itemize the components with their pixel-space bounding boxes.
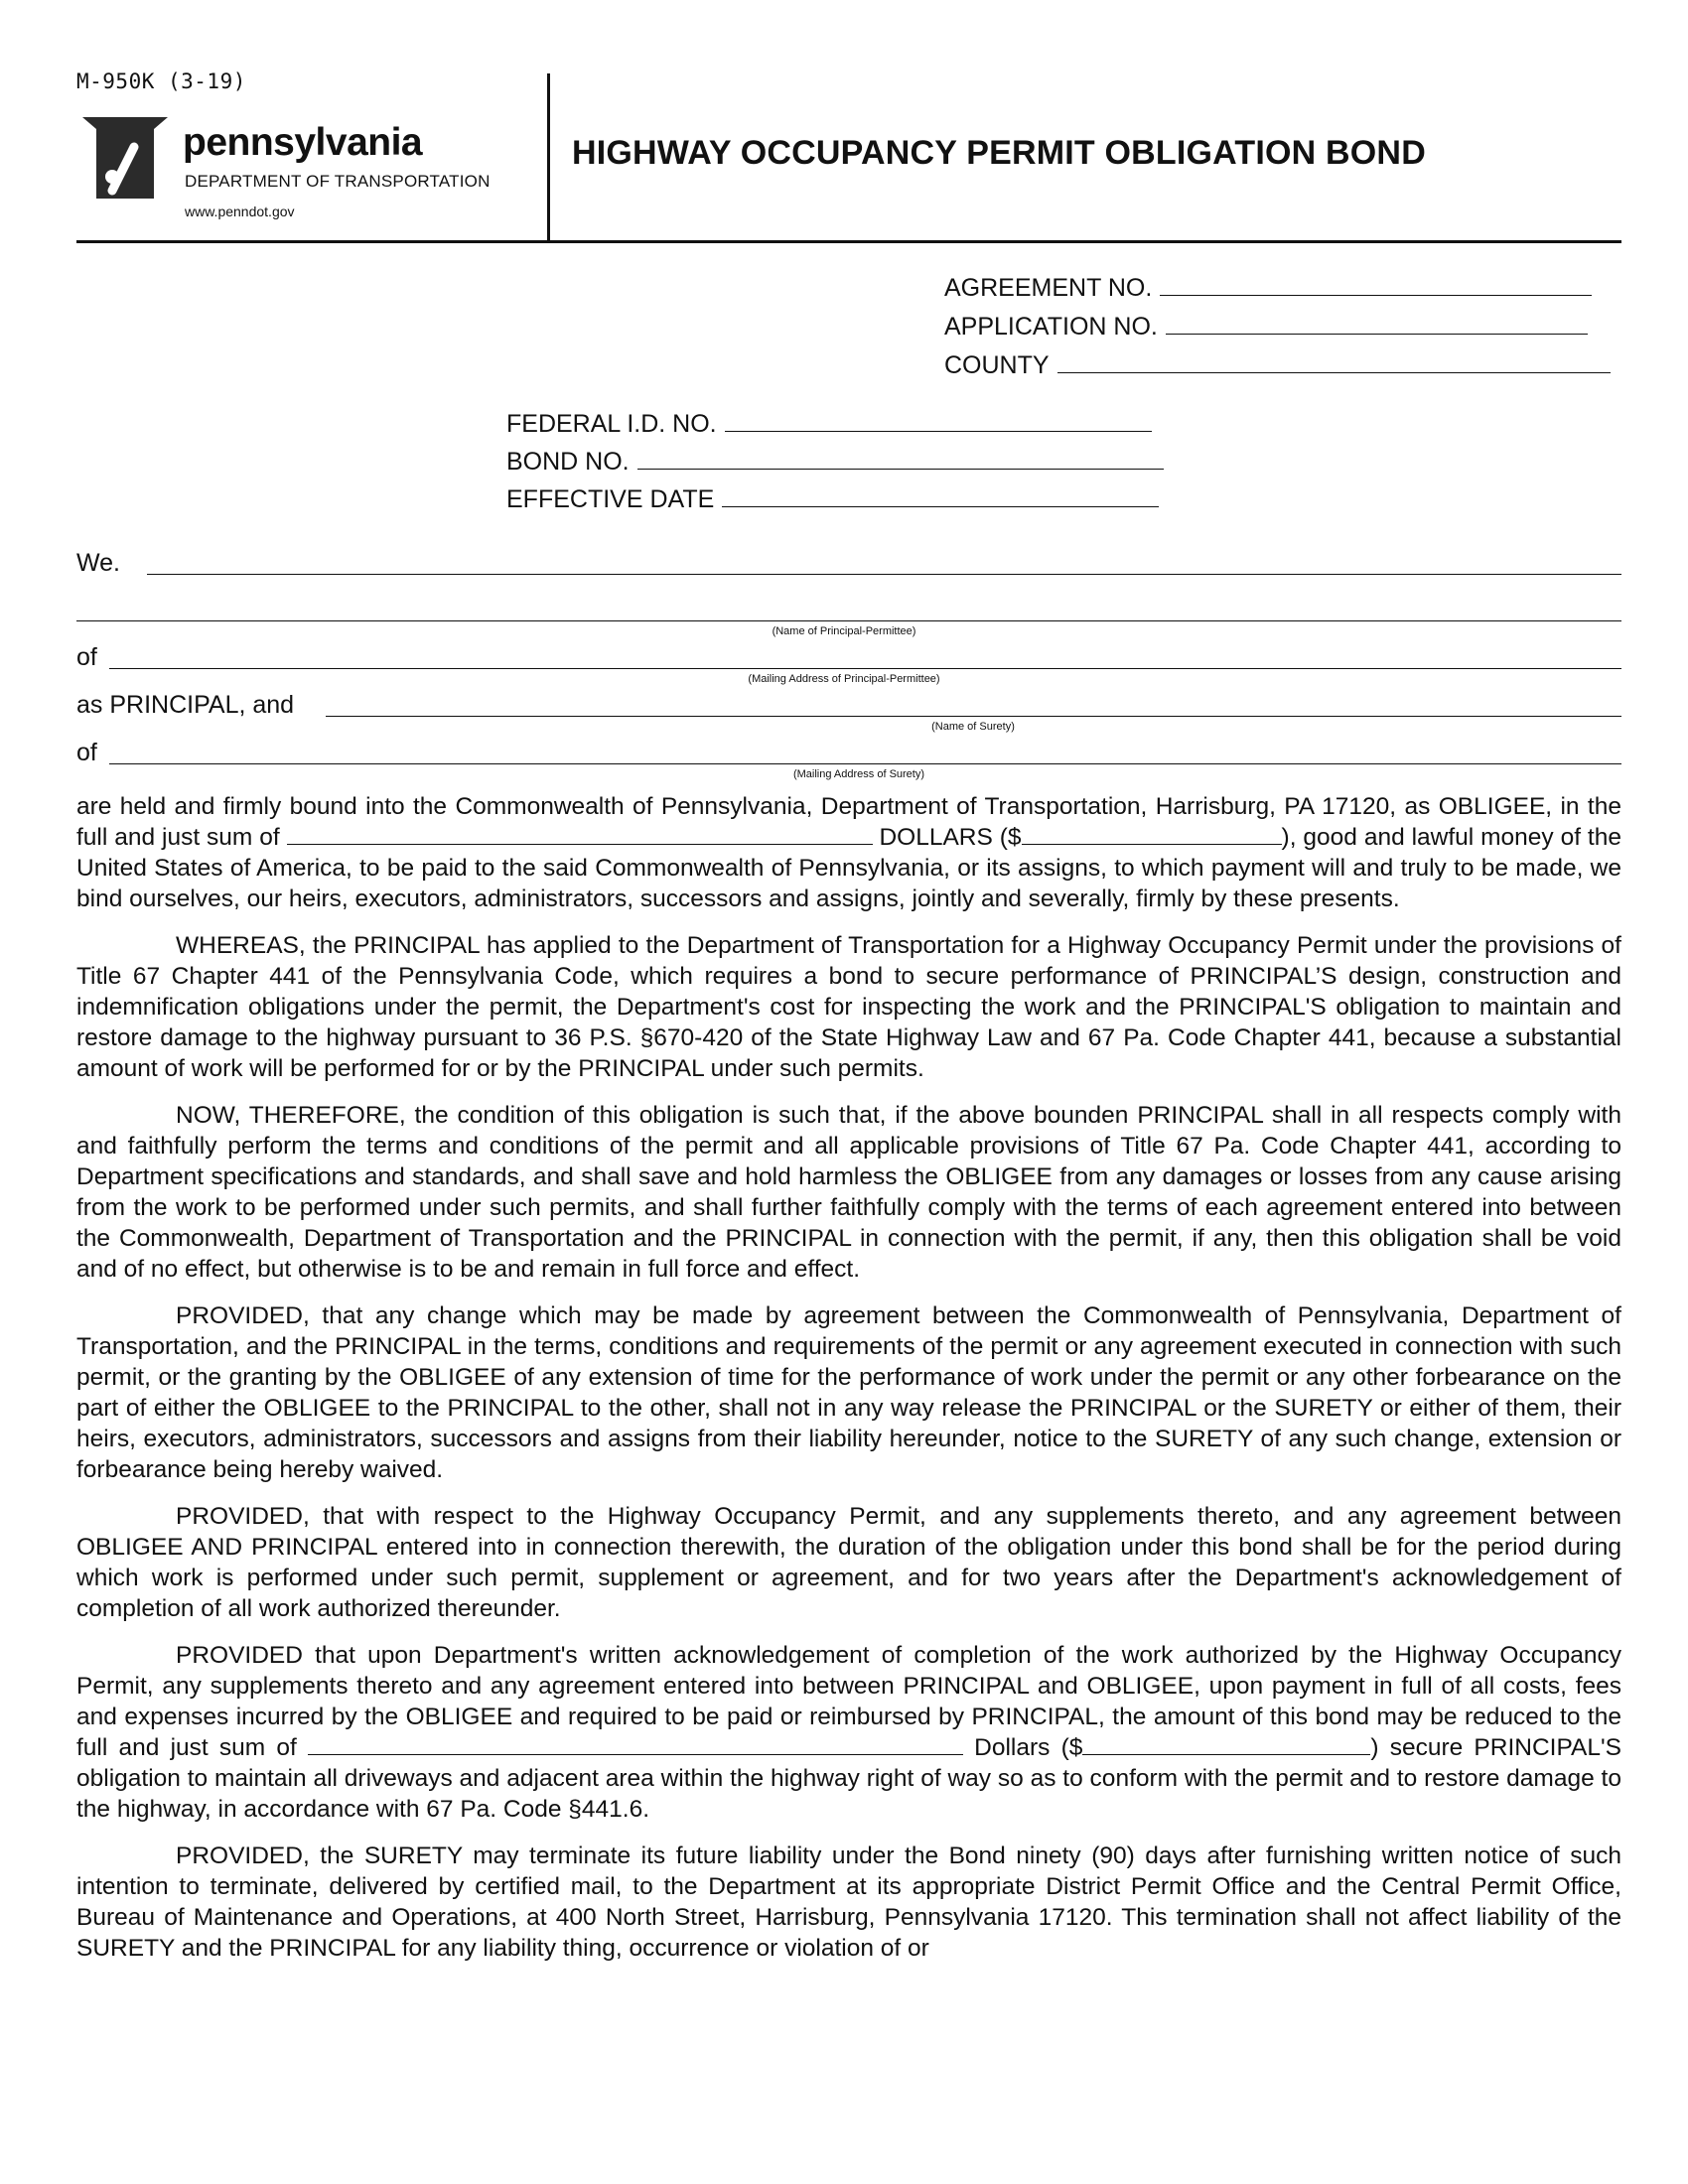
- header-rule: [76, 240, 1621, 243]
- surety-address-line[interactable]: [109, 763, 1621, 764]
- federal-id-input[interactable]: [725, 411, 1152, 432]
- keystone-logo-icon: [82, 117, 168, 199]
- bond-body: [76, 791, 1621, 1964]
- federal-id-field[interactable]: [506, 410, 1152, 439]
- federal-id-label: FEDERAL I.D. NO.: [506, 410, 717, 438]
- paragraph-whereas: WHEREAS, the PRINCIPAL has applied to the Department of Transportation for a Highway Occupancy Permit under the provisions of Title 67 Chapter 441 of the Pennsylvania Code, which requires a bond to secure performance of PRINCIPAL’S design, construction and indemnification obligations under the permit, the Department's cost for inspecting the work and the PRINCIPAL'S obligation to maintain and restore damage to the highway pursuant to 36 P.S. §670-420 of the State Highway Law and 67 Pa. Code Chapter 441, because a substantial amount of work will be performed for or by the PRINCIPAL under such permits.: [76, 932, 1621, 1082]
- application-no-field[interactable]: [944, 313, 1588, 341]
- website-link[interactable]: www.penndot.gov: [185, 204, 295, 219]
- we-label: We.: [76, 549, 120, 577]
- header-divider: [547, 73, 550, 240]
- of-label-principal: of: [76, 643, 97, 671]
- surety-name-caption: (Name of Surety): [931, 721, 1015, 733]
- bond-no-field[interactable]: [506, 448, 1164, 477]
- bond-no-label: BOND NO.: [506, 448, 630, 476]
- paragraph-provided-reduction: PROVIDED that upon Department's written acknowledgement of completion of the work authorized by the Highway Occupancy Permit, any supplements thereto and any agreement entered into between PRINCIPAL and OBLIGEE, upon payment in full of all costs, fees and expenses incurred by the OBLIGEE and required to be paid or reimbursed by PRINCIPAL, the amount of this bond may be reduced to the full and just sum of Dollars ($ ) secure PRINCIPAL'S obligation to maintain all driveways and adjacent area within the highway right of way so as to conform with the permit and to restore damage to the highway, in accordance with 67 Pa. Code §441.6.: [76, 1642, 1621, 1823]
- paragraph-now-therefore: NOW, THEREFORE, the condition of this obligation is such that, if the above bounden PRINCIPAL shall in all respects comply with and faithfully perform the terms and conditions of the permit and all applicable provisions of Title 67 Pa. Code Chapter 441, according to Department specifications and standards, and shall save and hold harmless the OBLIGEE from any damages or losses from any cause arising from the work to be performed under such permits, and shall further faithfully comply with the terms of each agreement entered into between the Commonwealth, Department of Transportation and the PRINCIPAL in connection with the permit, if any, then this obligation shall be void and of no effect, but otherwise is to be and remain in full force and effect.: [76, 1102, 1621, 1283]
- of-label-surety: of: [76, 739, 97, 766]
- paragraph-obligation: are held and firmly bound into the Commonwealth of Pennsylvania, Department of Transportation, Harrisburg, PA 17120, as OBLIGEE, in the full and just sum of DOLLARS ($ ), good and lawful money of the United States of America, to be paid to the said Commonwealth of Pennsylvania, or its assigns, to which payment will and truly to be made, we bind ourselves, our heirs, executors, administrators, successors and assigns, jointly and severally, firmly by these presents.: [76, 793, 1621, 912]
- surety-address-caption: (Mailing Address of Surety): [792, 768, 925, 780]
- sum-words-input[interactable]: [287, 824, 873, 845]
- department-name: DEPARTMENT OF TRANSPORTATION: [185, 172, 491, 191]
- effective-date-field[interactable]: [506, 485, 1159, 514]
- agreement-no-label: AGREEMENT NO.: [944, 274, 1153, 302]
- application-no-input[interactable]: [1166, 314, 1588, 335]
- principal-name-caption: (Name of Principal-Permittee): [772, 625, 916, 637]
- principal-name-line-2[interactable]: [76, 620, 1621, 621]
- effective-date-input[interactable]: [722, 486, 1159, 507]
- agreement-no-input[interactable]: [1160, 275, 1592, 296]
- principal-address-line[interactable]: [109, 668, 1621, 669]
- effective-date-label: EFFECTIVE DATE: [506, 485, 715, 513]
- reduced-sum-amount-input[interactable]: [1082, 1734, 1370, 1755]
- principal-name-line-1[interactable]: [147, 574, 1621, 575]
- form-number: M-950K (3-19): [76, 69, 246, 93]
- paragraph-provided-changes: PROVIDED, that any change which may be made by agreement between the Commonwealth of Pennsylvania, Department of Transportation, and the PRINCIPAL in the terms, conditions and requirements of the permit or any agreement executed in connection with such permit, or the granting by the OBLIGEE of any extension of time for the performance of work under the permit or any other forbearance on the part of either the OBLIGEE to the PRINCIPAL to the other, shall not in any way release the PRINCIPAL or the SURETY or either of them, their heirs, executors, administrators, successors and assigns from their liability hereunder, notice to the SURETY of any such change, extension or forbearance being hereby waived.: [76, 1302, 1621, 1483]
- paragraph-provided-duration: PROVIDED, that with respect to the Highway Occupancy Permit, and any supplements thereto, and any agreement between OBLIGEE AND PRINCIPAL entered into in connection therewith, the duration of the obligation under this bond shall be for the period during which work is performed under such permit, supplement or agreement, and for two years after the Department's acknowledgement of completion of all work authorized thereunder.: [76, 1503, 1621, 1622]
- reduced-sum-words-input[interactable]: [308, 1734, 963, 1755]
- county-input[interactable]: [1057, 352, 1611, 373]
- bond-no-input[interactable]: [637, 449, 1164, 470]
- application-no-label: APPLICATION NO.: [944, 313, 1158, 341]
- principal-address-caption: (Mailing Address of Principal-Permittee): [748, 673, 940, 685]
- agreement-no-field[interactable]: [944, 274, 1592, 303]
- as-principal-label: as PRINCIPAL, and: [76, 691, 295, 719]
- county-label: COUNTY: [944, 351, 1050, 379]
- paragraph-provided-termination: PROVIDED, the SURETY may terminate its future liability under the Bond ninety (90) days after furnishing written notice of such intention to terminate, delivered by certified mail, to the Department at its appropriate District Permit Office and the Central Permit Office, Bureau of Maintenance and Operations, at 400 North Street, Harrisburg, Pennsylvania 17120. This termination shall not affect liability of the SURETY and the PRINCIPAL for any liability thing, occurrence or violation of or: [76, 1843, 1621, 1962]
- page-title: HIGHWAY OCCUPANCY PERMIT OBLIGATION BOND: [572, 134, 1426, 172]
- surety-name-line[interactable]: [326, 716, 1621, 717]
- county-field[interactable]: [944, 351, 1611, 380]
- sum-amount-input[interactable]: [1022, 824, 1282, 845]
- brand-name: pennsylvania: [183, 121, 423, 164]
